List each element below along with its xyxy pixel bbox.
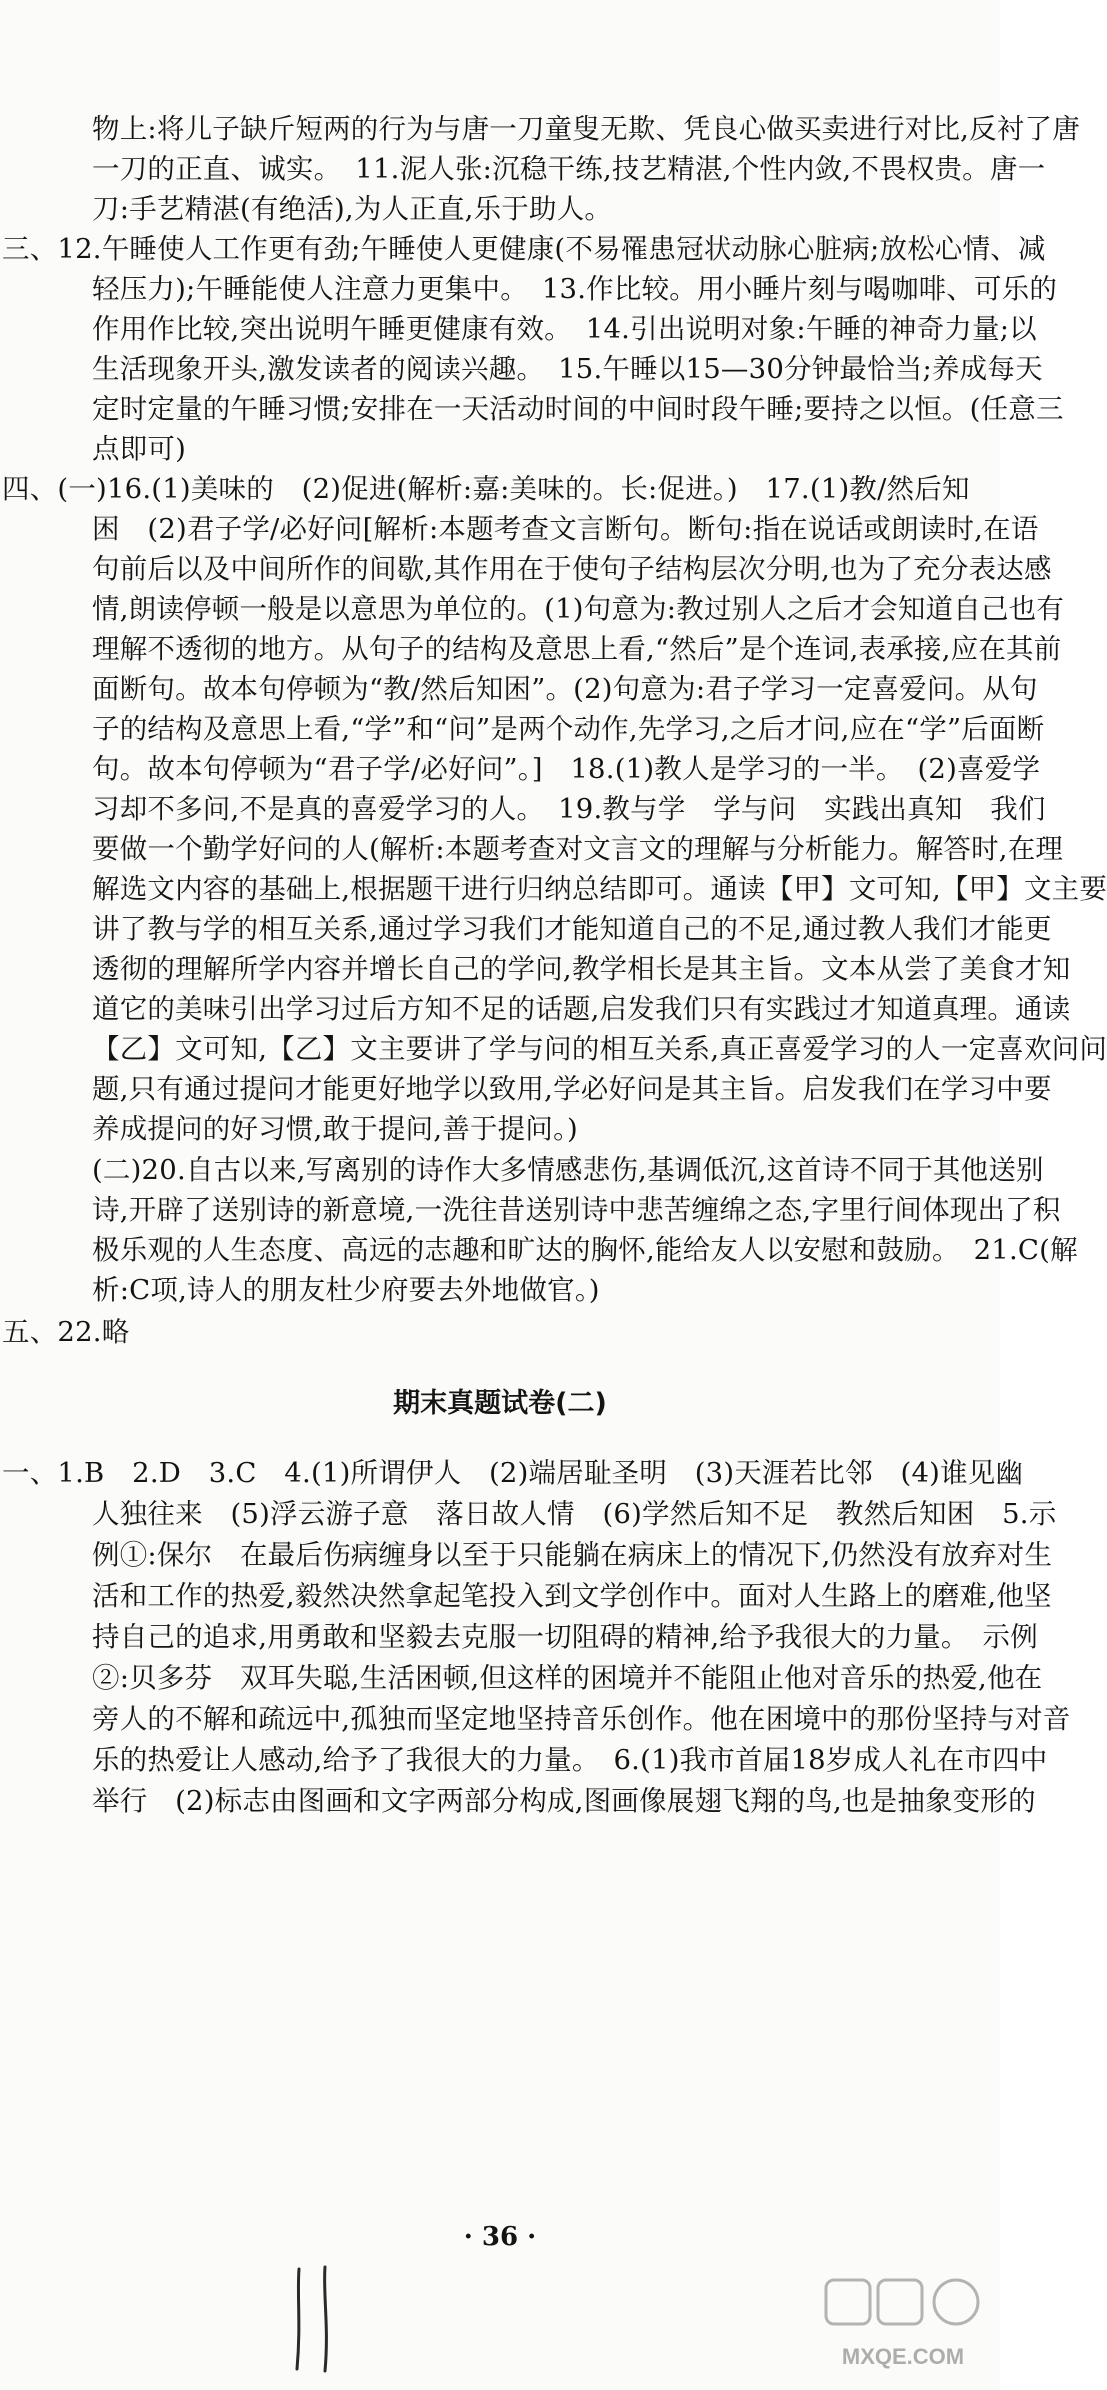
text-line: 讲了教与学的相互关系,通过学习我们才能知道自己的不足,通过教人我们才能更	[92, 913, 1052, 945]
text-line: 刀:手艺精湛(有绝活),为人正直,乐于助人。	[92, 193, 613, 225]
text-line: 情,朗读停顿一般是以意思为单位的。(1)句意为:教过别人之后才会知道自己也有	[92, 593, 1065, 625]
section-title: 期末真题试卷(二)	[393, 1388, 607, 1419]
text-line: 一、1.B 2.D 3.C 4.(1)所谓伊人 (2)端居耻圣明 (3)天涯若比邻 (4)谁见幽	[2, 1457, 1024, 1489]
text-line: 一刀的正直、诚实。 11.泥人张:沉稳干练,技艺精湛,个性内敛,不畏权贵。唐一	[92, 153, 1046, 185]
text-line: 四、(一)16.(1)美味的 (2)促进(解析:嘉:美味的。长:促进。) 17.(1)教/然后知	[2, 473, 970, 505]
text-line: ②:贝多芬 双耳失聪,生活困顿,但这样的困境并不能阻止他对音乐的热爱,他在	[92, 1662, 1043, 1694]
text-line: 定时定量的午睡习惯;安排在一天活动时间的中间时段午睡;要持之以恒。(任意三	[92, 393, 1064, 425]
text-line: 析:C项,诗人的朋友杜少府要去外地做官。)	[92, 1274, 600, 1306]
text-line: 举行 (2)标志由图画和文字两部分构成,图画像展翅飞翔的鸟,也是抽象变形的	[92, 1785, 1036, 1817]
text-line: 习却不多问,不是真的喜爱学习的人。 19.教与学 学与问 实践出真知 我们	[92, 793, 1046, 825]
text-line: 子的结构及意思上看,“学”和“问”是两个动作,先学习,之后才问,应在“学”后面断	[92, 713, 1045, 745]
handwritten-mark-icon	[285, 2265, 345, 2375]
text-line: (二)20.自古以来,写离别的诗作大多情感悲伤,基调低沉,这首诗不同于其他送别	[92, 1154, 1044, 1186]
text-line: 例①:保尔 在最后伤病缠身以至于只能躺在病床上的情况下,仍然没有放弃对生	[92, 1539, 1053, 1571]
text-line: 人独往来 (5)浮云游子意 落日故人情 (6)学然后知不足 教然后知困 5.示	[92, 1498, 1057, 1530]
text-line: 物上:将儿子缺斤短两的行为与唐一刀童叟无欺、凭良心做买卖进行对比,反衬了唐	[92, 113, 1080, 145]
text-line: 题,只有通过提问才能更好地学以致用,学必好问是其主旨。启发我们在学习中要	[92, 1073, 1052, 1105]
watermark-text: MXQE.COM	[841, 2344, 965, 2369]
text-line: 【乙】文可知,【乙】文主要讲了学与问的相互关系,真正喜爱学习的人一定喜欢问问	[92, 1033, 1107, 1065]
text-line: 点即可)	[92, 433, 187, 465]
text-line: 句前后以及中间所作的间歇,其作用在于使句子结构层次分明,也为了充分表达感	[92, 553, 1052, 585]
text-line: 道它的美味引出学习过后方知不足的话题,启发我们只有实践过才知道真理。通读	[92, 993, 1071, 1025]
text-line: 持自己的追求,用勇敢和坚毅去克服一切阻碍的精神,给予我很大的力量。 示例	[92, 1621, 1038, 1653]
text-line: 旁人的不解和疏远中,孤独而坚定地坚持音乐创作。他在困境中的那份坚持与对音	[92, 1703, 1071, 1735]
text-line: 作用作比较,突出说明午睡更健康有效。 14.引出说明对象:午睡的神奇力量;以	[92, 313, 1037, 345]
text-line: 诗,开辟了送别诗的新意境,一洗往昔送别诗中悲苦缠绵之态,字里行间体现出了积	[92, 1194, 1061, 1226]
text-line: 极乐观的人生态度、高远的志趣和旷达的胸怀,能给友人以安慰和鼓励。 21.C(解	[92, 1234, 1078, 1266]
text-line: 面断句。故本句停顿为“教/然后知困”。(2)句意为:君子学习一定喜爱问。从句	[92, 673, 1038, 705]
text-line: 生活现象开头,激发读者的阅读兴趣。 15.午睡以15—30分钟最恰当;养成每天	[92, 353, 1043, 385]
text-line: 透彻的理解所学内容并增长自己的学问,教学相长是其主旨。文本从尝了美食才知	[92, 953, 1071, 985]
text-line: 轻压力);午睡能使人注意力更集中。 13.作比较。用小睡片刻与喝咖啡、可乐的	[92, 273, 1058, 305]
text-line: 要做一个勤学好问的人(解析:本题考查对文言文的理解与分析能力。解答时,在理	[92, 833, 1064, 865]
text-line: 乐的热爱让人感动,给予了我很大的力量。 6.(1)我市首届18岁成人礼在市四中	[92, 1744, 1048, 1776]
text-line: 五、22.略	[2, 1316, 130, 1348]
text-line: 句。故本句停顿为“君子学/必好问”。] 18.(1)教人是学习的一半。 (2)喜爱学	[92, 753, 1041, 785]
text-line: 困 (2)君子学/必好问[解析:本题考查文言断句。断句:指在说话或朗读时,在语	[92, 513, 1039, 545]
text-line: 理解不透彻的地方。从句子的结构及意思上看,“然后”是个连词,表承接,应在其前	[92, 633, 1062, 665]
text-line: 解选文内容的基础上,根据题干进行归纳总结即可。通读【甲】文可知,【甲】文主要	[92, 873, 1107, 905]
text-line: 三、12.午睡使人工作更有劲;午睡使人更健康(不易罹患冠状动脉心脏病;放松心情、减	[2, 233, 1046, 265]
page-number: · 36 ·	[463, 2222, 537, 2252]
text-line: 养成提问的好习惯,敢于提问,善于提问。)	[92, 1113, 578, 1145]
watermark-logo-icon	[818, 2272, 988, 2382]
text-line: 活和工作的热爱,毅然决然拿起笔投入到文学创作中。面对人生路上的磨难,他坚	[92, 1580, 1052, 1612]
